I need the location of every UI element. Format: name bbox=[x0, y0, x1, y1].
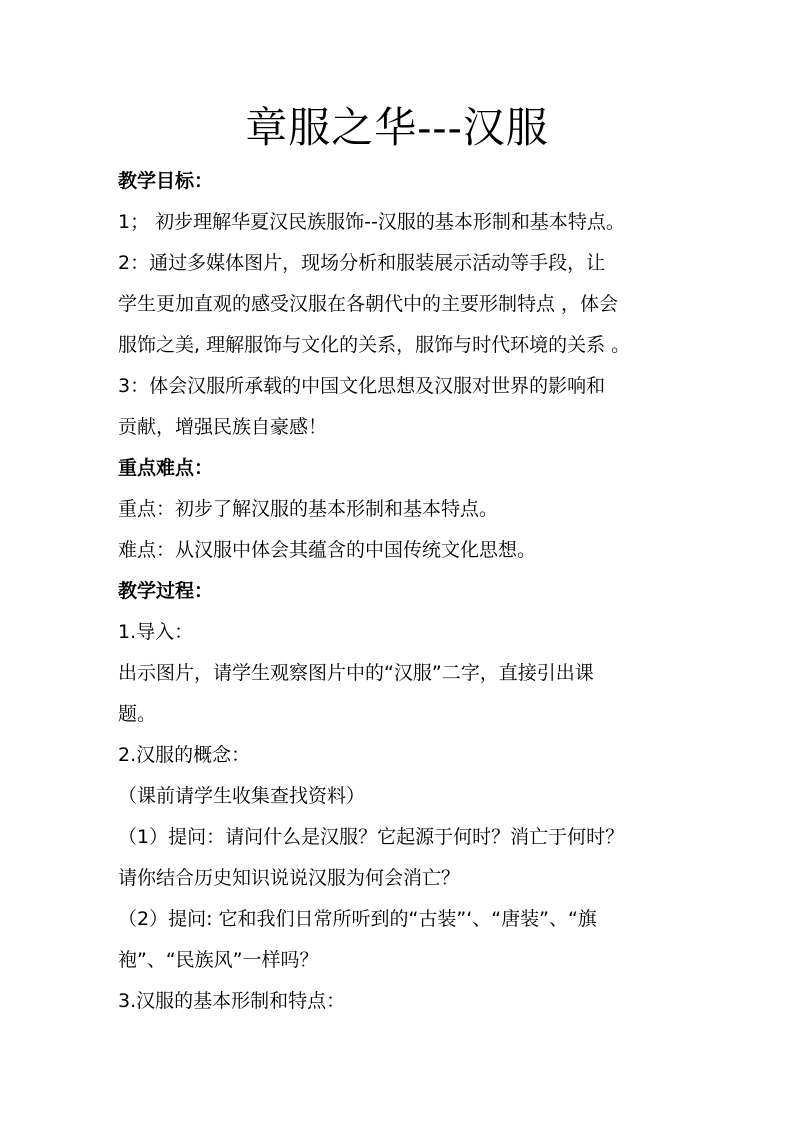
step-3-heading: 3.汉服的基本形制和特点： bbox=[118, 990, 346, 1012]
step-1-line-2: 题。 bbox=[118, 703, 157, 725]
step-2-note: （课前请学生收集查找资料） bbox=[118, 785, 366, 807]
document-title: 章服之华---汉服 bbox=[245, 103, 549, 152]
section-heading-objectives: 教学目标： bbox=[118, 170, 214, 192]
objective-2-line-1: 2：通过多媒体图片，现场分析和服装展示活动等手段，让 bbox=[118, 252, 606, 274]
question-1-line-1: （1）提问：请问什么是汉服？它起源于何时？消亡于何时？ bbox=[118, 826, 625, 848]
objective-1-line: 1； 初步理解华夏汉民族服饰--汉服的基本形制和基本特点。 bbox=[118, 211, 625, 233]
difficulty-line: 难点：从汉服中体会其蕴含的中国传统文化思想。 bbox=[118, 539, 537, 561]
section-heading-process: 教学过程： bbox=[118, 580, 214, 602]
step-1-line-1: 出示图片，请学生观察图片中的“汉服”二字，直接引出课 bbox=[118, 662, 594, 684]
objective-3-line-1: 3：体会汉服所承载的中国文化思想及汉服对世界的影响和 bbox=[118, 375, 606, 397]
section-heading-key-points: 重点难点： bbox=[118, 457, 214, 479]
objective-2-line-3: 服饰之美, 理解服饰与文化的关系，服饰与时代环境的关系 。 bbox=[118, 334, 631, 356]
step-2-heading: 2.汉服的概念： bbox=[118, 744, 251, 766]
key-point-line: 重点：初步了解汉服的基本形制和基本特点。 bbox=[118, 498, 499, 520]
step-1-heading: 1.导入： bbox=[118, 621, 194, 643]
question-2-line-1: （2）提问: 它和我们日常所听到的“古装”‘、“唐装”、“旗 bbox=[118, 908, 597, 930]
objective-3-line-2: 贡献，增强民族自豪感！ bbox=[118, 416, 328, 438]
objective-2-line-2: 学生更加直观的感受汉服在各朝代中的主要形制特点 ，体会 bbox=[118, 293, 619, 315]
question-1-line-2: 请你结合历史知识说说汉服为何会消亡？ bbox=[118, 867, 461, 889]
question-2-line-2: 袍”、“民族风”一样吗？ bbox=[118, 949, 319, 971]
